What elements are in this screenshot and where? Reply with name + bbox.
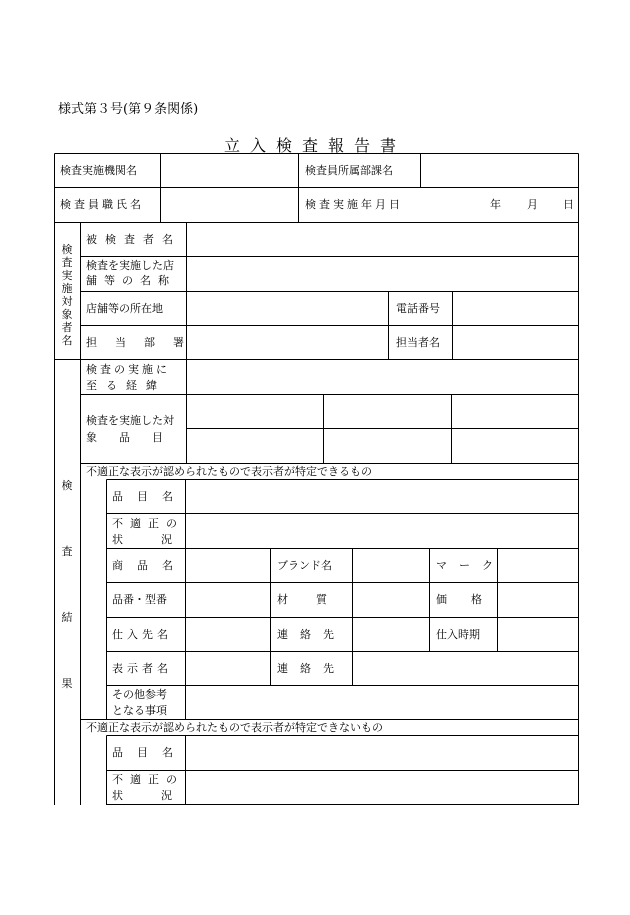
department-label: 検査員所属部課名 (305, 164, 393, 177)
price-label: 価格 (436, 593, 506, 606)
page-title: 立入検査報告書 (223, 136, 406, 155)
other-label-1: その他参考 (112, 688, 167, 701)
contact-label-2: 連絡先 (277, 662, 346, 675)
improper-label-3: 不適正の (112, 773, 184, 786)
product-label: 商品名 (112, 559, 187, 572)
results-char-1: 検 (61, 479, 73, 492)
agency-field[interactable] (162, 155, 297, 186)
material-label: 材質 (277, 593, 355, 606)
item-label-2: 品目名 (112, 746, 187, 759)
inspection-date-label: 検査実施年月日 (305, 198, 403, 211)
inspected-person-label: 被検査者名 (86, 233, 181, 246)
year-label: 年 (490, 198, 501, 211)
inspector-name-text: 検査員職氏名 (60, 198, 144, 211)
improper-label-2: 状況 (112, 533, 210, 546)
purchase-time-label: 仕入時期 (436, 628, 480, 641)
other-label-2: となる事項 (112, 704, 167, 717)
mark-label: マーク (436, 559, 505, 572)
inspector-name-field[interactable] (162, 189, 297, 221)
phone-label: 電話番号 (396, 302, 440, 315)
form-number: 様式第３号(第９条関係) (58, 102, 199, 117)
dept-label: 担当部署 (86, 336, 202, 349)
background-label-1: 検査の実施に (86, 363, 170, 376)
day-label: 日 (563, 198, 574, 211)
supplier-label: 仕入先名 (112, 628, 172, 641)
background-label-2: 至る経緯 (86, 379, 166, 392)
improper-label-4: 状況 (112, 789, 210, 802)
store-name-label-1: 検査を実施した店 (86, 259, 174, 272)
month-label: 月 (527, 198, 538, 211)
address-label: 店舗等の所在地 (86, 302, 163, 315)
model-label: 品番・型番 (112, 593, 167, 606)
department-field[interactable] (422, 155, 577, 186)
unidentified-heading: 不適正な表示が認められたもので表示者が特定できないもの (86, 721, 383, 734)
brand-label: ブランド名 (277, 559, 332, 572)
inspector-name-label (60, 197, 152, 213)
target-section-label: 検査実施対象者名 (61, 243, 73, 347)
store-name-label-2: 舗等の名称 (86, 274, 176, 287)
identified-heading: 不適正な表示が認められたもので表示者が特定できるもの (86, 465, 372, 478)
results-char-4: 果 (61, 677, 73, 690)
item-label: 品目名 (112, 490, 187, 503)
results-char-3: 結 (61, 611, 73, 624)
person-label: 担当者名 (396, 336, 440, 349)
results-char-2: 査 (61, 545, 73, 558)
products-label-1: 検査を実施した対 (86, 414, 174, 427)
contact-label: 連絡先 (277, 628, 346, 641)
agency-label: 検査実施機関名 (60, 164, 137, 177)
products-label-2: 象品目 (86, 431, 185, 444)
labeler-label: 表示者名 (112, 662, 172, 675)
improper-label-1: 不適正の (112, 517, 184, 530)
